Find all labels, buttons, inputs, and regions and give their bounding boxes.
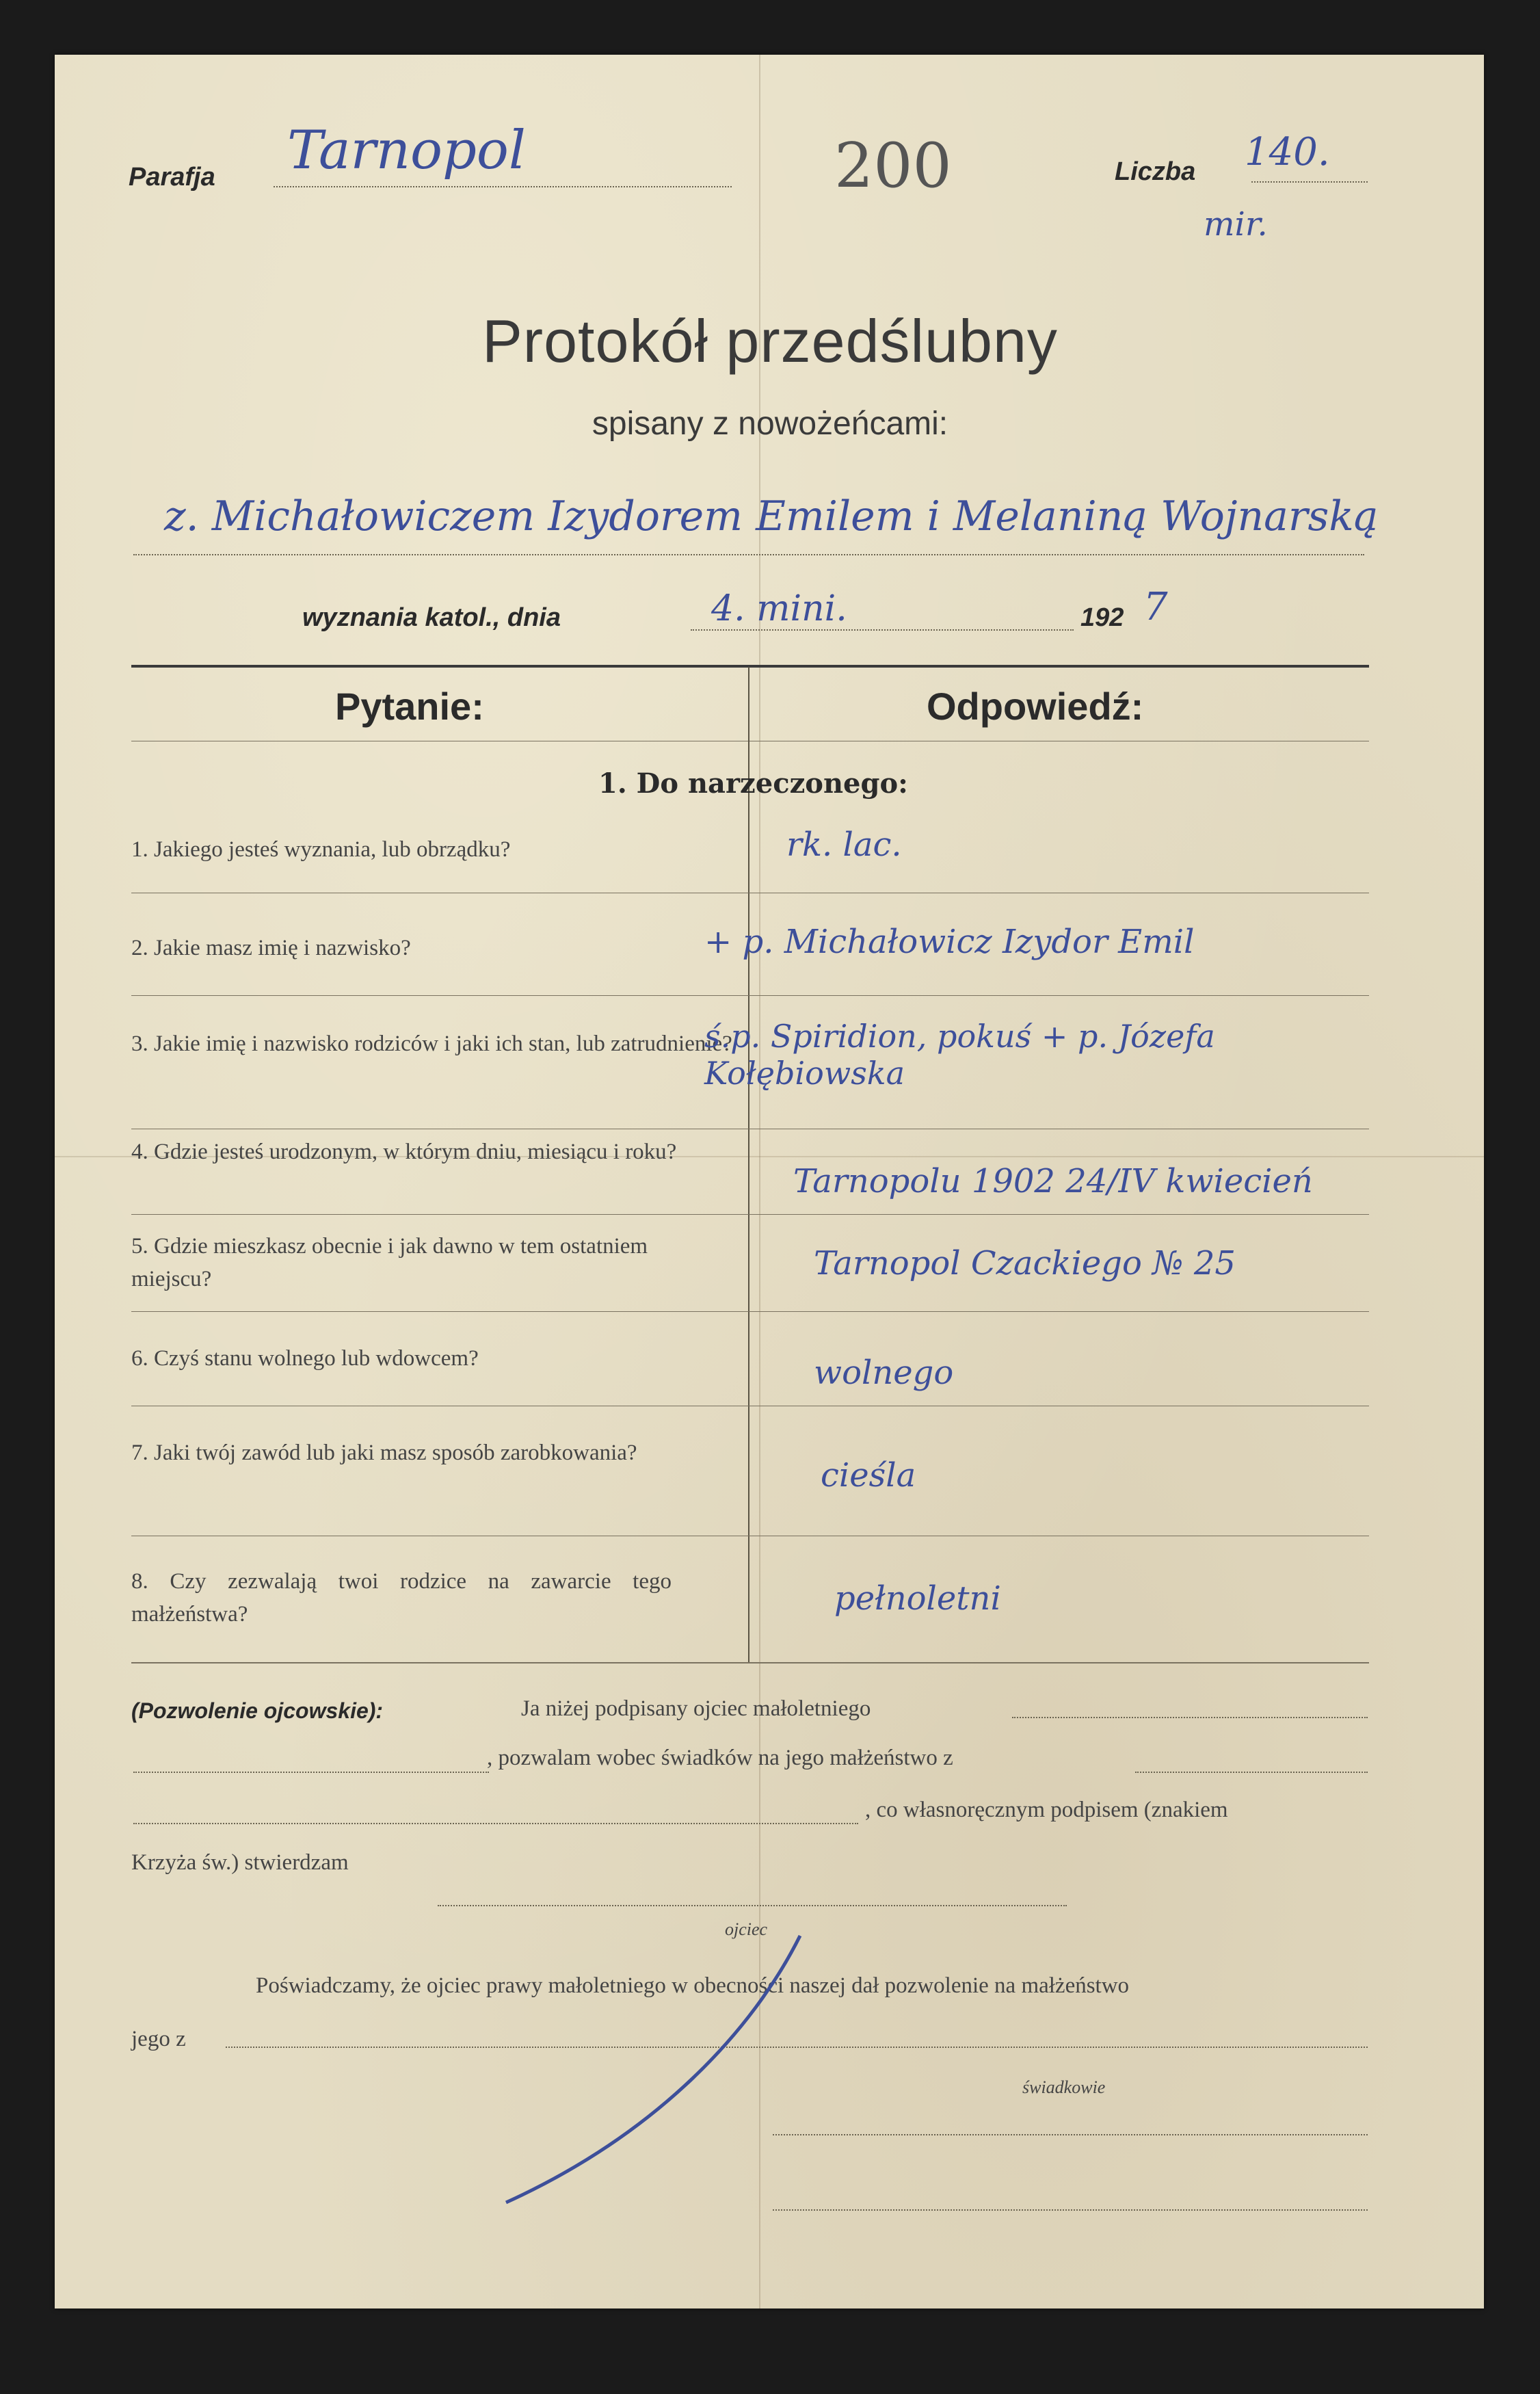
answer-text: cieśla	[821, 1456, 916, 1495]
cancellation-stroke-path	[506, 1936, 800, 2202]
confession-date: 4. mini.	[711, 588, 847, 629]
permission-line3: , co własnoręcznym podpisem (znakiem	[865, 1798, 1228, 1822]
witness-1-dotline	[773, 2134, 1368, 2135]
question-text: 6. Czyś stanu wolnego lub wdowcem?	[131, 1346, 479, 1371]
question-text: 7. Jaki twój zawód lub jaki masz sposób zarobkowania?	[131, 1441, 637, 1465]
permission-line3-dotline	[133, 1823, 858, 1824]
year-prefix: 192	[1080, 603, 1124, 632]
parish-label: Parafja	[129, 163, 215, 192]
table-bottom-rule	[131, 1662, 1369, 1663]
table-column-divider	[748, 667, 749, 1662]
witnesses-label: świadkowie	[1022, 2077, 1106, 2097]
permission-heading: (Pozwolenie ojcowskie):	[131, 1698, 384, 1723]
answer-text: + p. Michałowicz Izydor Emil	[704, 923, 1195, 961]
table-top-rule	[131, 665, 1369, 668]
count-label: Liczba	[1115, 157, 1196, 186]
document-subtitle: spisany z nowożeńcami:	[592, 406, 948, 442]
count-dotline	[1251, 181, 1368, 183]
permission-line1-dotline	[1012, 1717, 1368, 1718]
column-question: Pytanie:	[335, 685, 484, 728]
question-text: 8. Czy zezwalają twoi rodzice na zawarcie tego małżeństwa?	[131, 1569, 672, 1627]
father-signature-dotline	[438, 1905, 1067, 1906]
document-title: Protokół przedślubny	[482, 307, 1058, 375]
confession-label: wyznania katol., dnia	[302, 603, 561, 632]
permission-line2-dotline-right	[1135, 1772, 1368, 1773]
year-suffix: 7	[1143, 585, 1168, 629]
answer-text: rk. lac.	[786, 826, 902, 864]
confession-dotline	[691, 629, 1074, 631]
count-note: mir.	[1204, 205, 1268, 244]
answer-text: pełnoletni	[834, 1579, 1001, 1618]
answer-text: wolnego	[814, 1354, 954, 1392]
spouses-names: z. Michałowiczem Izydorem Emilem i Melaniną Wojnarską	[164, 492, 1379, 540]
spouses-dotline	[133, 554, 1364, 555]
attestation-line2: jego z	[131, 2027, 186, 2051]
column-answer: Odpowiedź:	[927, 685, 1144, 728]
row-divider	[131, 995, 1369, 996]
parish-dotline	[274, 186, 732, 187]
permission-line2-dotline	[133, 1772, 489, 1773]
section-title: 1. Do narzeczonego:	[598, 767, 908, 800]
permission-line1: Ja niżej podpisany ojciec małoletniego	[521, 1696, 871, 1721]
answer-text: Tarnopolu 1902 24/IV kwiecień	[793, 1162, 1313, 1200]
father-label: ojciec	[725, 1919, 768, 1939]
stamp-number: 200	[834, 130, 952, 202]
answer-text: ś.p. Spiridion, pokuś + p. Józefa Kołębiowska	[704, 1018, 1215, 1092]
question-text: 5. Gdzie mieszkasz obecnie i jak dawno w tem ostatniem miejscu?	[131, 1234, 648, 1291]
parish-value: Tarnopol	[287, 120, 526, 181]
question-text: 2. Jakie masz imię i nazwisko?	[131, 936, 411, 960]
count-value: 140.	[1245, 130, 1330, 174]
question-text: 1. Jakiego jesteś wyznania, lub obrządku?	[131, 837, 511, 862]
witness-2-dotline	[773, 2209, 1368, 2211]
question-text: 3. Jakie imię i nazwisko rodziców i jaki ich stan, lub zatrudnienie?	[131, 1031, 732, 1056]
permission-line4: Krzyża św.) stwierdzam	[131, 1850, 349, 1875]
answer-text: Tarnopol Czackiego № 25	[814, 1244, 1236, 1282]
row-divider	[131, 1214, 1369, 1215]
question-text: 4. Gdzie jesteś urodzonym, w którym dniu, miesiącu i roku?	[131, 1140, 677, 1164]
permission-line2: , pozwalam wobec świadków na jego małżeństwo z	[487, 1746, 953, 1770]
attestation-text: Poświadczamy, że ojciec prawy małoletniego w obecności naszej dał pozwolenie na małżeństwo	[256, 1973, 1130, 1998]
row-divider	[131, 1311, 1369, 1312]
cancellation-stroke	[479, 1929, 821, 2216]
